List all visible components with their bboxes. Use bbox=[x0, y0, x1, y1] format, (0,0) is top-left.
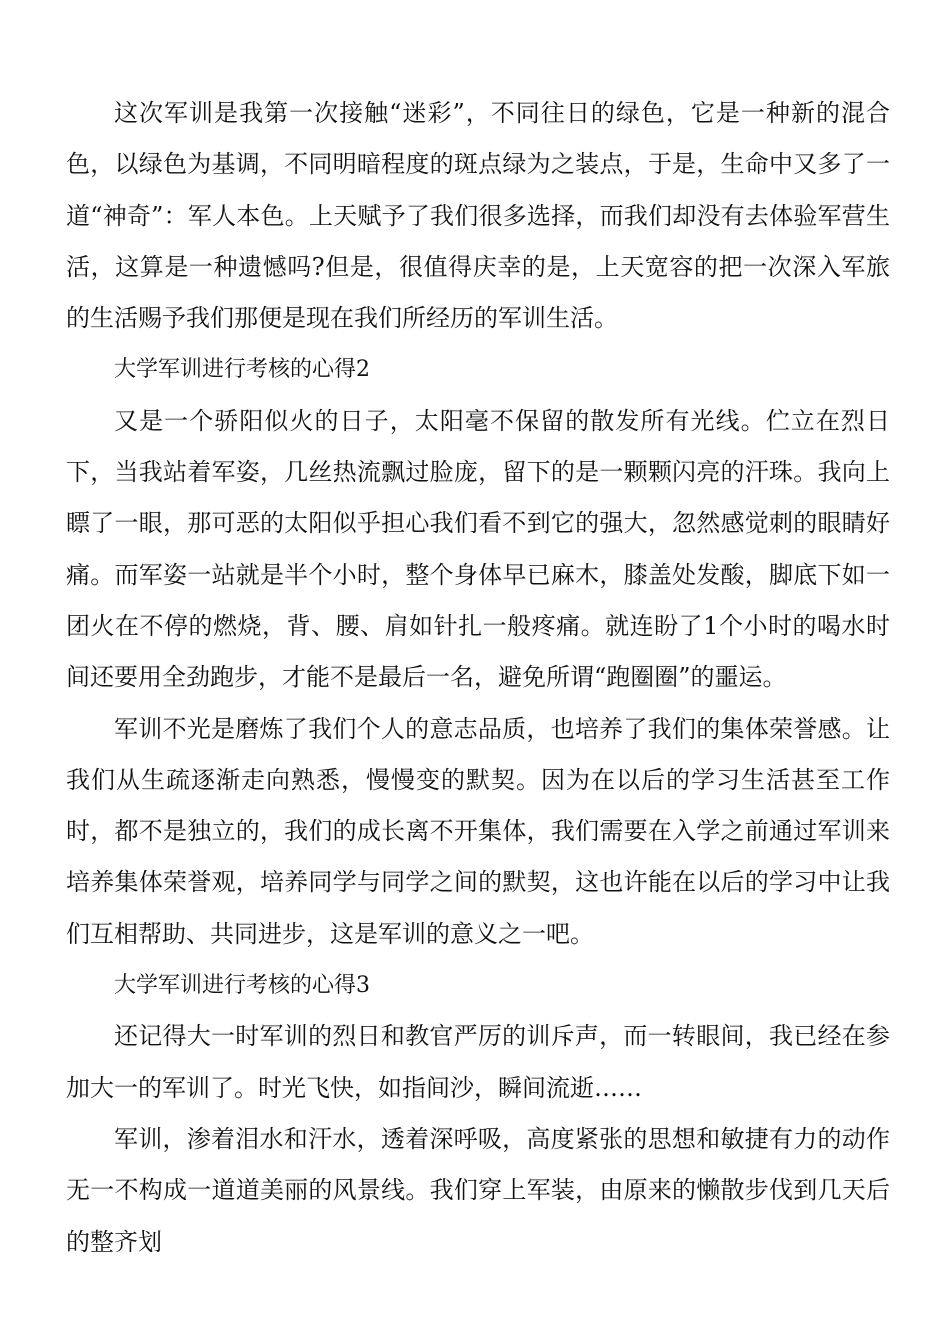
paragraph-sun-standing: 又是一个骄阳似火的日子，太阳毫不保留的散发所有光线。伫立在烈日下，当我站着军姿，几丝热流飘过脸庞，留下的是一颗颗闪亮的汗珠。我向上瞟了一眼，那可恶的太阳似乎担心我们看不到它的强大，忽然感觉刺的眼睛好痛。而军姿一站就是半个小时，整个身体早已麻木，膝盖处发酸，脚底下如一团火在不停的燃烧，背、腰、肩如针扎一般疼痛。就连盼了1个小时的喝水时间还要用全劲跑步，才能不是最后一名，避免所谓“跑圈圈”的噩运。 bbox=[66, 406, 890, 692]
section-heading-3: 大学军训进行考核的心得3 bbox=[114, 973, 370, 999]
paragraph-collective-honor: 军训不光是磨炼了我们个人的意志品质，也培养了我们的集体荣誉感。让我们从生疏逐渐走向熟悉，慢慢变的默契。因为在以后的学习生活甚至工作时，都不是独立的，我们的成长离不开集体，我们需要在入学之前通过军训来培养集体荣誉观，培养同学与同学之间的默契，这也许能在以后的学习中让我们互相帮助、共同进步，这是军训的意义之一吧。 bbox=[66, 714, 890, 948]
paragraph-training-scenery: 军训，渗着泪水和汗水，透着深呼吸，高度紧张的思想和敏捷有力的动作无一不构成一道道美丽的风景线。我们穿上军装，由原来的懒散步伐到几天后的整齐划 bbox=[66, 1124, 890, 1256]
paragraph-memory: 还记得大一时军训的烈日和教官严厉的训斥声，而一转眼间，我已经在参加大一的军训了。时光飞快，如指间沙，瞬间流逝…… bbox=[66, 1022, 890, 1102]
section-heading-2: 大学军训进行考核的心得2 bbox=[114, 357, 370, 383]
paragraph-camouflage: 这次军训是我第一次接触“迷彩”，不同往日的绿色，它是一种新的混合色，以绿色为基调，不同明暗程度的斑点绿为之装点，于是，生命中又多了一道“神奇”：军人本色。上天赋予了我们很多选择，而我们却没有去体验军营生活，这算是一种遗憾吗?但是，很值得庆幸的是，上天宽容的把一次深入军旅的生活赐予我们那便是现在我们所经历的军训生活。 bbox=[66, 99, 890, 333]
document-page bbox=[66, 88, 890, 1268]
